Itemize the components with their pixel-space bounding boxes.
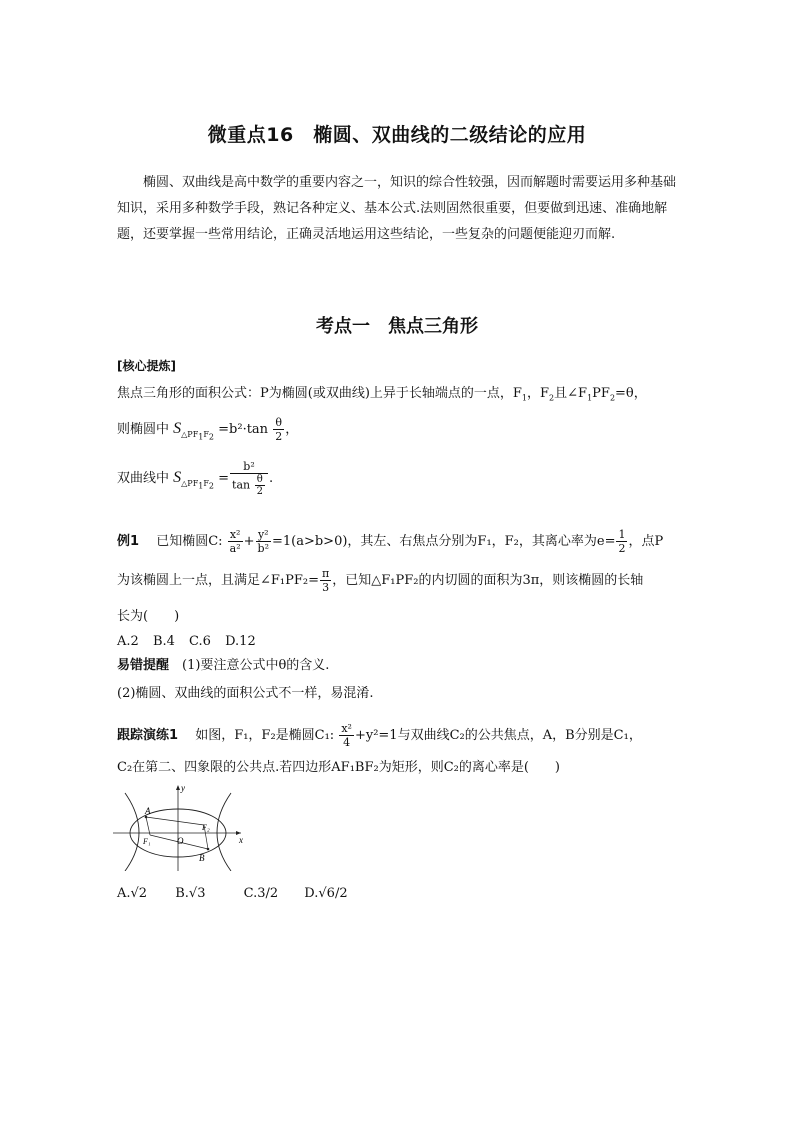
- core-label: [核心提炼]: [117, 359, 176, 373]
- label-y: y: [181, 783, 185, 793]
- section-heading: 考点一 焦点三角形: [316, 316, 478, 337]
- tr-option-d: D.√6/2: [304, 886, 348, 901]
- tr-option-c: C.3/2: [243, 886, 279, 901]
- option-d: D.12: [225, 634, 256, 649]
- tracking-options: [117, 884, 358, 904]
- option-b: B.4: [152, 634, 175, 649]
- example-1-options: [117, 632, 266, 652]
- example-1-line-3: 长为( ): [117, 609, 180, 624]
- example-1-line-1: 例1 已知椭圆C: $\frac{\text{x²}}{\text{a²}}$ + $\frac{\text{y²}}{\text{b²}}$ =1(a>b>0)，其左、右焦点分别为F₁，F₂，其离心率为e= $\frac{1}{2}$ ，点P: [117, 528, 664, 555]
- intro-paragraph: 椭圆、双曲线是高中数学的重要内容之一，知识的综合性较强，因而解题时需要运用多种基础知识，采用多种数学手段，熟记各种定义、基本公式.法则固然很重要，但要做到迅速、准确地解题，还要掌握一些常用结论，正确灵活地运用这些结论，一些复杂的问题便能迎刃而解.: [117, 175, 677, 242]
- point-b: [207, 848, 210, 851]
- tip-line-1: 易错提醒 (1)要注意公式中θ的含义.: [117, 658, 330, 673]
- core-line-1: 焦点三角形的面积公式：P为椭圆(或双曲线)上异于长轴端点的一点，$F_1$，$F_2$且$\angle F_1PF_2=\theta$，: [117, 386, 647, 403]
- option-c: C.6: [189, 634, 211, 649]
- tr-option-a: A.√2: [117, 886, 148, 901]
- label-f1: F₁: [143, 837, 151, 846]
- label-x: x: [239, 835, 243, 845]
- label-b: B: [199, 853, 205, 863]
- label-f2: F₂: [202, 823, 210, 832]
- hyperbola-right: [217, 793, 231, 871]
- hyperbola-left: [125, 793, 139, 871]
- hyperbola-formula: 双曲线中 $S_{\triangle PF_1F_2}$ = b² tan $\frac{\theta}{2}$ .: [117, 460, 274, 497]
- label-o: O: [177, 836, 184, 846]
- tracking-line-2: C₂在第二、四象限的公共点.若四边形AF₁BF₂为矩形，则C₂的离心率是( ): [117, 760, 560, 775]
- label-a: A: [145, 806, 151, 816]
- ellipse-formula: 则椭圆中 $S_{\triangle PF_1F_2} =b^2\cdot\tan$ $\frac{\theta}{2}$ ，: [117, 416, 299, 443]
- tip-line-2: (2)椭圆、双曲线的面积公式不一样，易混淆.: [117, 686, 374, 701]
- ellipse-hyperbola-figure: [113, 783, 253, 871]
- example-1-line-2: 为该椭圆上一点，且满足∠F₁PF₂= $\frac{\pi}{3}$ ，已知△F₁PF₂的内切圆的面积为3π，则该椭圆的长轴: [117, 567, 644, 594]
- point-a: [145, 816, 148, 819]
- tracking-line-1: 跟踪演练1 如图，F₁，F₂是椭圆C₁: $\frac{\text{x²}}{4}$ +y²=1与双曲线C₂的公共焦点，A，B分别是C₁，: [117, 722, 642, 749]
- option-a: A.2: [117, 634, 139, 649]
- tr-option-b: B.√3: [175, 886, 206, 901]
- page-title: 微重点16 椭圆、双曲线的二级结论的应用: [207, 124, 587, 146]
